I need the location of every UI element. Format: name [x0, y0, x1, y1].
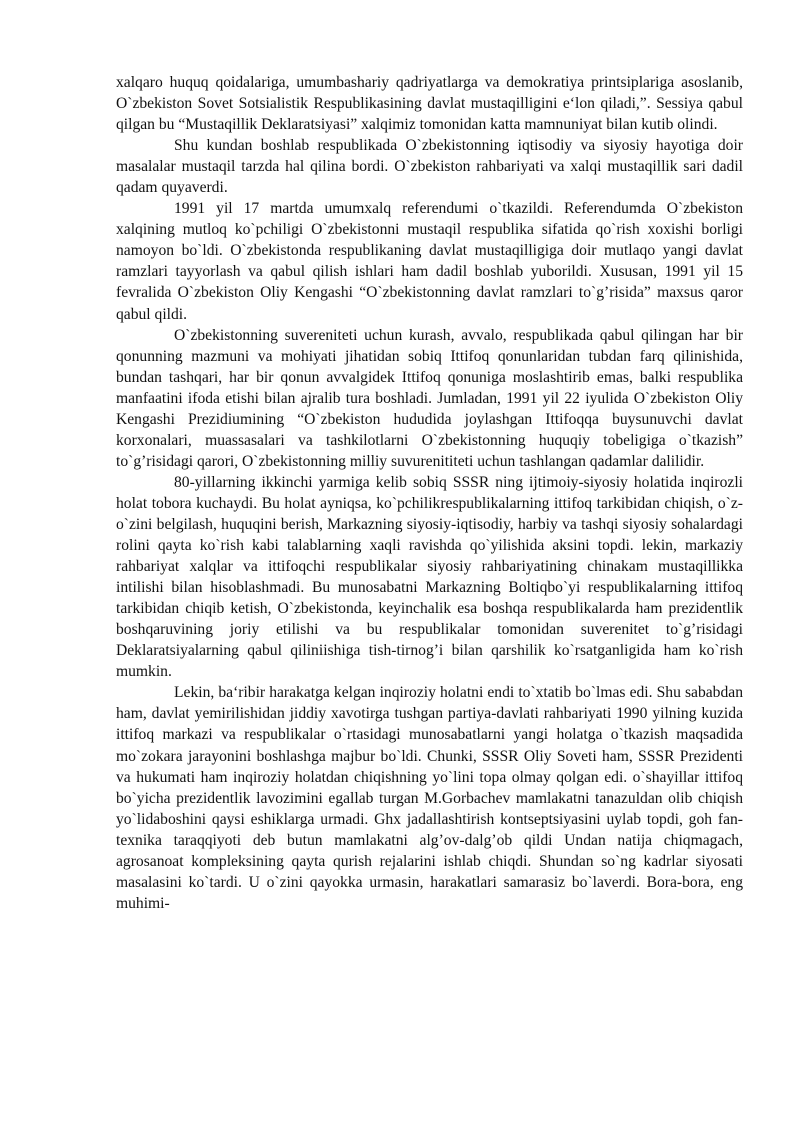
paragraph-3: 1991 yil 17 martda umumxalq referendumi o`tkazildi. Referendumda O`zbekiston xalqining mutloq ko`pchiligi O`zbekistonni mustaqil respublika sifatida qo`rish xoxishi borligi namoyon bo`ldi. O`zbekistonda respublikaning davlat mustaqilligiga doir mutlaqo yangi davlat ramzlari tayyorlash va qabul qilish ishlari ham dadil boshlab yuborildi. Xususan, 1991 yil 15 fevralida O`zbekiston Oliy Kengashi “O`zbekistonning davlat ramzlari to`g’risida” maxsus qaror qabul qildi. — [116, 200, 743, 323]
paragraph-2: Shu kundan boshlab respublikada O`zbekistonning iqtisodiy va siyosiy hayotiga doir masalalar mustaqil tarzda hal qilina bordi. O`zbekiston rahbariyati va xalqi mustaqillik sari dadil qadam quyaverdi. — [116, 137, 743, 197]
paragraph-6: Lekin, ba‘ribir harakatga kelgan inqiroziy holatni endi to`xtatib bo`lmas edi. Shu sababdan ham, davlat yemirilishidan jiddiy xavotirga tushgan partiya-davlati rahbariyati 1990 yilning kuzida ittifoq markazi va respublikalar o`rtasidagi munosabatlarni yangi holatga o`tkazish maqsadida mo`zokara jarayonini boshlashga majbur bo`ldi. Chunki, SSSR Oliy Soveti ham, SSSR Prezidenti va hukumati ham inqiroziy holatdan chiqishning yo`lini topa olmay qolgan edi. o`shayillar ittifoq bo`yicha prezidentlik lavozimini egallab turgan M.Gorbachev mamlakatni tanazuldan olib chiqish yo`lidaboshini qaysi eshiklarga urmadi. Ghx jadallashtirish kontseptsiyasini uylab topdi, goh fan-texnika taraqqiyoti deb butun mamlakatni alg’ov-dalg’ob qildi Undan natija chiqmagach, agrosanoat kompleksining qayta qurish rejalarini ishlab chiqdi. Shundan so`ng kadrlar siyosati masalasini ko`tardi. U o`zini qayokka urmasin, harakatlari samarasiz bo`laverdi. Bora-bora, eng muhimi- — [116, 684, 743, 912]
paragraph-1: xalqaro huquq qoidalariga, umumbashariy qadriyatlarga va demokratiya printsiplariga asoslanib, O`zbekiston Sovet Sotsialistik Respublikasining davlat mustaqilligini e‘lon qiladi,”. Sessiya qabul qilgan bu “Mustaqillik Deklaratsiyasi” xalqimiz tomonidan katta mamnuniyat bilan kutib olindi. — [116, 74, 743, 134]
paragraph-4: O`zbekistonning suvereniteti uchun kurash, avvalo, respublikada qabul qilingan har bir qonunning mazmuni va mohiyati jihatidan sobiq Ittifoq qonunlaridan tubdan farq qilinishida, bundan tashqari, har bir qonun avvalgidek Ittifoq qonuniga moslashtirib emas, balki respublika manfaatini ifoda etishi bilan ajralib tura boshladi. Jumladan, 1991 yil 22 iyulida O`zbekiston Oliy Kengashi Prezidiumining “O`zbekiston hududida joylashgan Ittifoqqa buysunuvchi davlat korxonalari, muassasalari va tashkilotlarni O`zbekistonning huquqiy tobeligiga o`tkazish” to`g’risidagi qarori, O`zbekistonning milliy suvurenititeti uchun tashlangan qadamlar dalilidir. — [116, 326, 743, 470]
document-page — [116, 72, 743, 914]
paragraph-5: 80-yillarning ikkinchi yarmiga kelib sobiq SSSR ning ijtimoiy-siyosiy holatida inqirozli holat tobora kuchaydi. Bu holat ayniqsa, ko`pchilikrespublikalarning ittifoq tarkibidan chiqish, o`z-o`zini belgilash, huquqini berish, Markazning siyosiy-iqtisodiy, harbiy va tashqi siyosiy sohalardagi rolini qayta ko`rish kabi talablarning xaqli ravishda qo`yilishida aksini topdi. lekin, markaziy rahbariyat xalqlar va ittifoqchi respublikalar siyosiy rahbariyatining chinakam mustaqillikka intilishi bilan hisoblashmadi. Bu munosabatni Markazning Boltiqbo`yi respublikalarning ittifoq tarkibidan chiqib ketish, O`zbekistonda, keyinchalik esa boshqa respublikalarda ham prezidentlik boshqaruvining joriy etilishi va bu respublikalar tomonidan suverenitet to`g’risidagi Deklaratsiyalarning qabul qiliniishiga tish-tirnog’i bilan qarshilik ko`rsatganligida ham ko`rish mumkin. — [116, 473, 743, 681]
